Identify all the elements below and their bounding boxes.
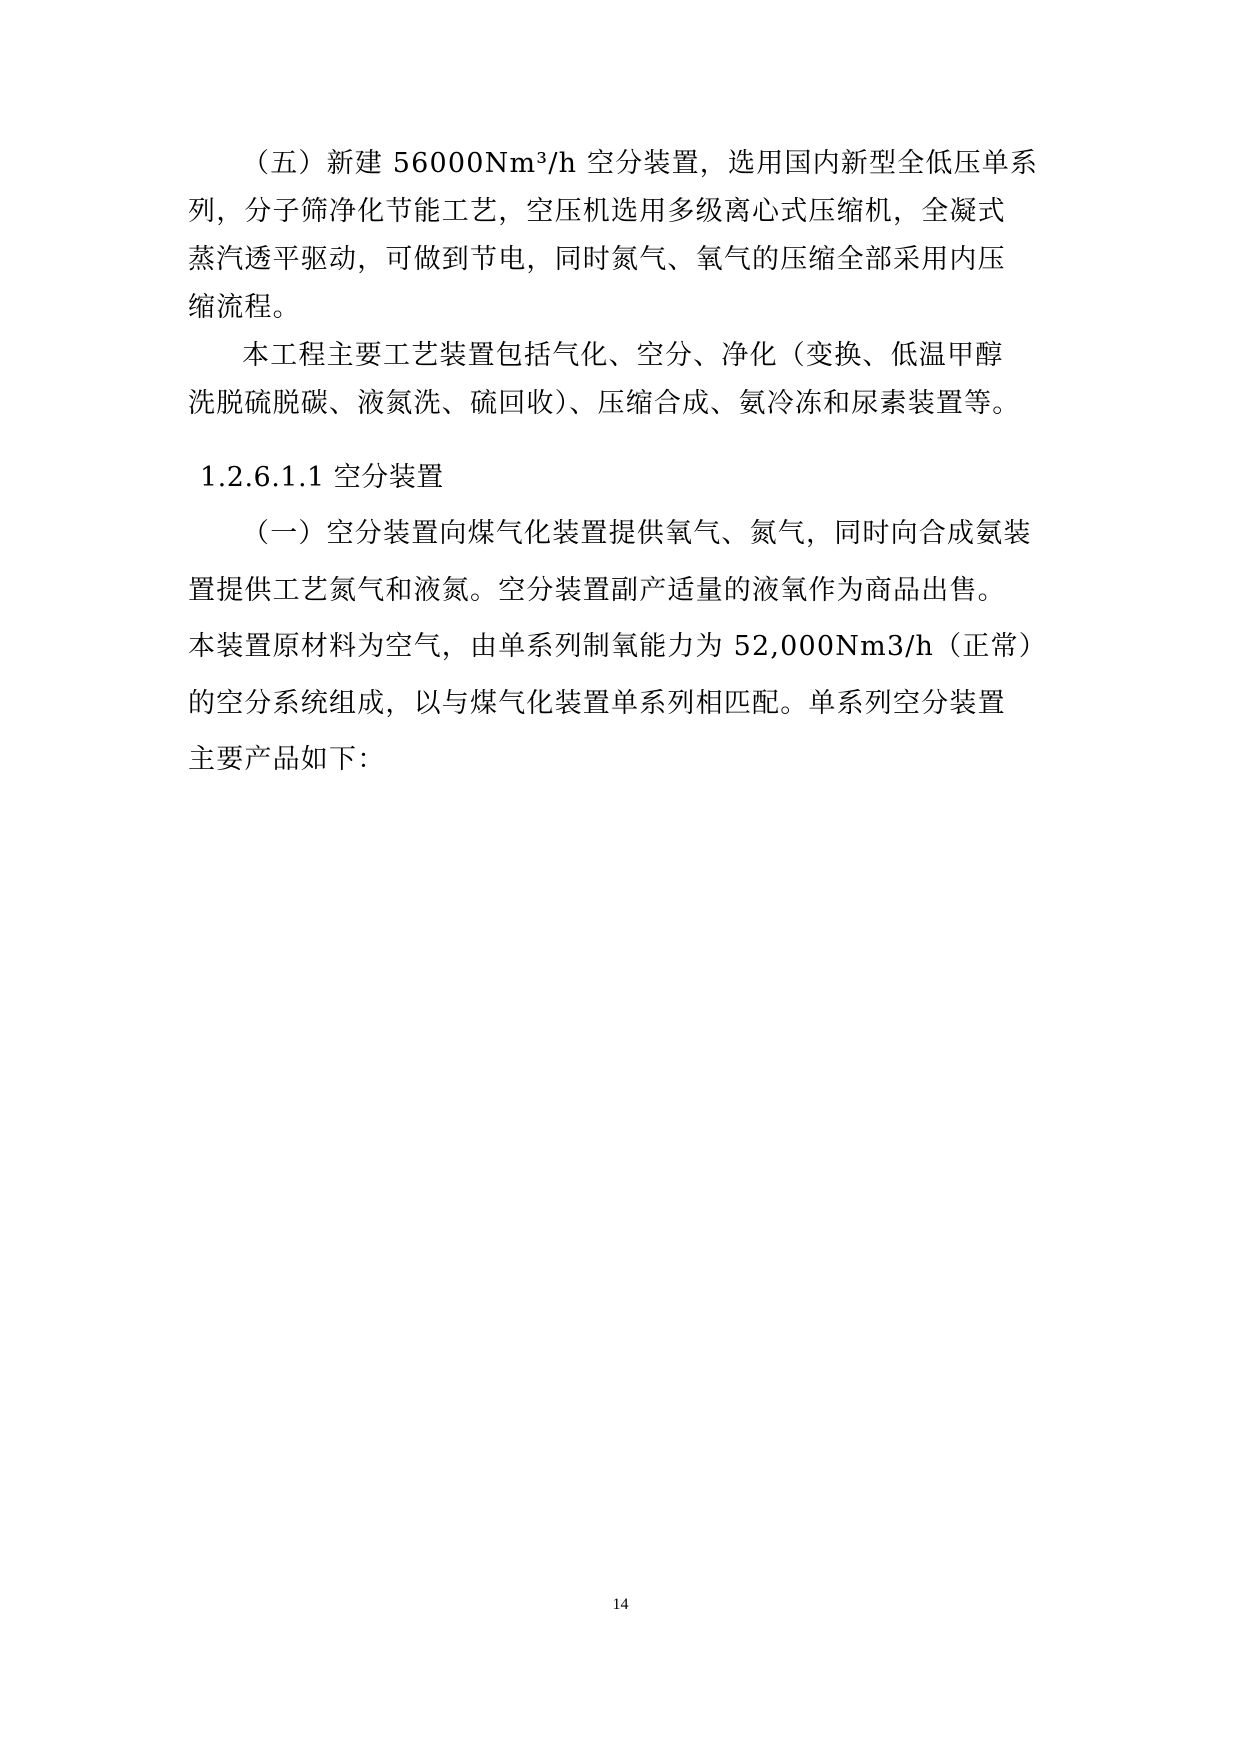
section-heading: 1.2.6.1.1 空分装置 <box>200 462 444 493</box>
paragraph-3-line-5: 主要产品如下： <box>188 744 386 775</box>
paragraph-1-line-2: 列，分子筛净化节能工艺，空压机选用多级离心式压缩机，全凝式 <box>188 196 1006 227</box>
paragraph-3-line-4: 的空分系统组成，以与煤气化装置单系列相匹配。单系列空分装置 <box>188 688 1006 719</box>
paragraph-2-line-2: 洗脱硫脱碳、液氮洗、硫回收）、压缩合成、氨冷冻和尿素装置等。 <box>188 388 1021 419</box>
page-number: 14 <box>612 1596 629 1613</box>
paragraph-3-line-2: 置提供工艺氮气和液氮。空分装置副产适量的液氧作为商品出售。 <box>188 575 1006 606</box>
paragraph-3-line-3: 本装置原材料为空气，由单系列制氧能力为 52,000Nm3/h（正常） <box>188 631 1047 662</box>
paragraph-1-line-4: 缩流程。 <box>188 292 301 323</box>
paragraph-2-line-1: 本工程主要工艺装置包括气化、空分、净化（变换、低温甲醇 <box>242 340 1004 371</box>
paragraph-3-line-1: （一）空分装置向煤气化装置提供氧气、氮气，同时向合成氨装 <box>242 518 1032 549</box>
paragraph-1-line-1: （五）新建 56000Nm³/h 空分装置，选用国内新型全低压单系 <box>242 148 1039 179</box>
paragraph-1-line-3: 蒸汽透平驱动，可做到节电，同时氮气、氧气的压缩全部采用内压 <box>188 244 1006 275</box>
